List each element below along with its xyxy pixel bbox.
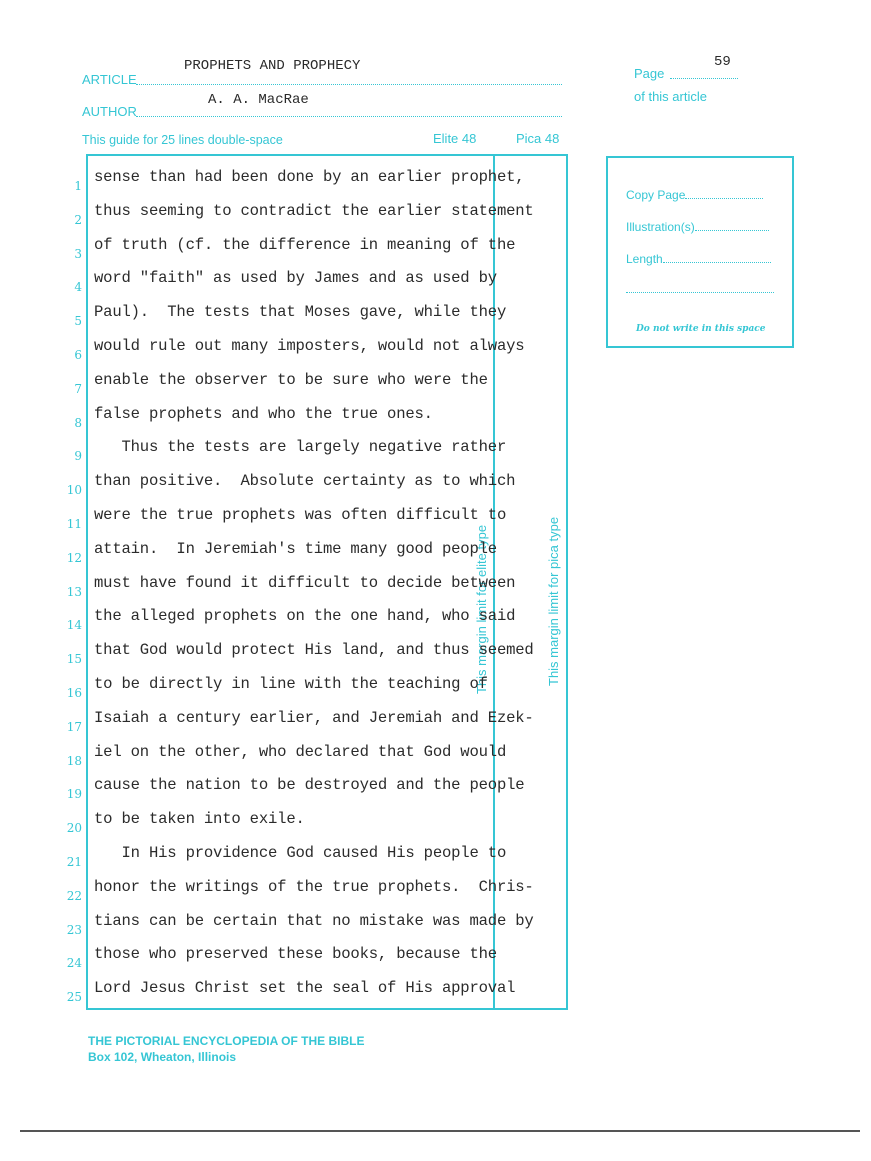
manuscript-line: word "faith" as used by James and as used by xyxy=(94,269,497,288)
article-title: PROPHETS AND PROPHECY xyxy=(184,58,361,74)
manuscript-line: false prophets and who the true ones. xyxy=(94,404,433,423)
pica-margin-label: This margin limit for pica type xyxy=(546,516,561,686)
illustrations-label: Illustration(s) xyxy=(626,220,695,234)
manuscript-line: the alleged prophets on the one hand, who said xyxy=(94,607,516,626)
page-edge xyxy=(20,1130,860,1138)
manuscript-line: honor the writings of the true prophets. Chris- xyxy=(94,877,534,896)
author-label: AUTHOR xyxy=(82,104,137,119)
article-label: ARTICLE xyxy=(82,72,137,87)
author-underline xyxy=(136,116,562,117)
manuscript-line: thus seeming to contradict the earlier statement xyxy=(94,201,534,220)
copy-page-row xyxy=(626,188,763,202)
manuscript-line: would rule out many imposters, would not always xyxy=(94,337,525,355)
line-number: 23 xyxy=(66,922,82,937)
line-number: 8 xyxy=(74,415,82,430)
manuscript-line: of truth (cf. the difference in meaning of the xyxy=(94,235,516,254)
guide-caption: This guide for 25 lines double-space xyxy=(82,133,283,147)
manuscript-line: to be taken into exile. xyxy=(94,810,305,829)
office-use-box xyxy=(606,156,794,348)
office-use-note: Do not write in this space xyxy=(636,324,766,334)
line-number: 12 xyxy=(66,550,82,565)
line-number: 2 xyxy=(74,212,82,227)
elite-label: Elite 48 xyxy=(433,131,477,146)
line-number: 4 xyxy=(74,280,82,295)
manuscript-line: to be directly in line with the teaching of xyxy=(94,675,488,693)
manuscript-line: iel on the other, who declared that God would xyxy=(94,742,507,761)
line-number: 19 xyxy=(66,787,82,802)
manuscript-line: than positive. Absolute certainty as to which xyxy=(94,472,516,491)
line-number: 25 xyxy=(66,990,82,1005)
pica-label: Pica 48 xyxy=(516,131,560,146)
elite-margin-label: This margin limit for elite type xyxy=(474,524,489,694)
manuscript-line: sense than had been done by an earlier prophet, xyxy=(94,168,525,186)
publisher-name: THE PICTORIAL ENCYCLOPEDIA OF THE BIBLE xyxy=(88,1034,365,1048)
line-number: 13 xyxy=(66,584,82,599)
blank-row xyxy=(626,282,774,296)
line-number: 15 xyxy=(66,652,82,667)
line-number: 21 xyxy=(66,855,82,869)
line-number: 6 xyxy=(74,348,82,362)
line-number: 11 xyxy=(66,517,82,531)
line-number: 10 xyxy=(66,483,82,498)
illustrations-row xyxy=(626,220,769,234)
copy-page-label: Copy Page xyxy=(626,188,686,202)
line-number: 22 xyxy=(66,888,82,903)
manuscript-line: Paul). The tests that Moses gave, while they xyxy=(94,303,507,322)
manuscript-line: enable the observer to be sure who were the xyxy=(94,370,488,389)
page-number: 59 xyxy=(714,54,731,70)
manuscript-line: those who preserved these books, because the xyxy=(94,945,497,964)
manuscript-line: tians can be certain that no mistake was made by xyxy=(94,911,534,930)
line-number: 16 xyxy=(66,686,82,700)
line-number: 3 xyxy=(74,246,82,261)
manuscript-line: Thus the tests are largely negative rather xyxy=(94,438,507,457)
line-number: 20 xyxy=(66,821,82,836)
line-number: 1 xyxy=(74,179,82,193)
line-number: 5 xyxy=(74,314,82,329)
page-sublabel: of this article xyxy=(634,89,707,104)
page-underline xyxy=(670,78,738,79)
manuscript-line: Lord Jesus Christ set the seal of His approval xyxy=(94,979,516,998)
page-label: Page xyxy=(634,66,665,81)
manuscript-line: were the true prophets was often difficult to xyxy=(94,506,507,524)
author-name: A. A. MacRae xyxy=(208,92,309,108)
manuscript-line: attain. In Jeremiah's time many good people xyxy=(94,539,497,558)
length-label: Length xyxy=(626,252,663,266)
manuscript-line: that God would protect His land, and thus seemed xyxy=(94,641,534,660)
manuscript-line: In His providence God caused His people to xyxy=(94,844,507,862)
manuscript-line: cause the nation to be destroyed and the people xyxy=(94,776,525,795)
publisher-address: Box 102, Wheaton, Illinois xyxy=(88,1050,237,1064)
line-number: 9 xyxy=(74,449,82,464)
line-number: 24 xyxy=(66,956,82,971)
manuscript-line: must have found it difficult to decide between xyxy=(94,573,516,592)
article-underline xyxy=(136,84,562,85)
line-number: 18 xyxy=(66,753,82,768)
line-number: 7 xyxy=(74,381,82,396)
length-row xyxy=(626,252,771,266)
manuscript-line: Isaiah a century earlier, and Jeremiah and Ezek- xyxy=(94,708,534,727)
line-number: 14 xyxy=(66,618,82,633)
line-number: 17 xyxy=(66,719,82,734)
